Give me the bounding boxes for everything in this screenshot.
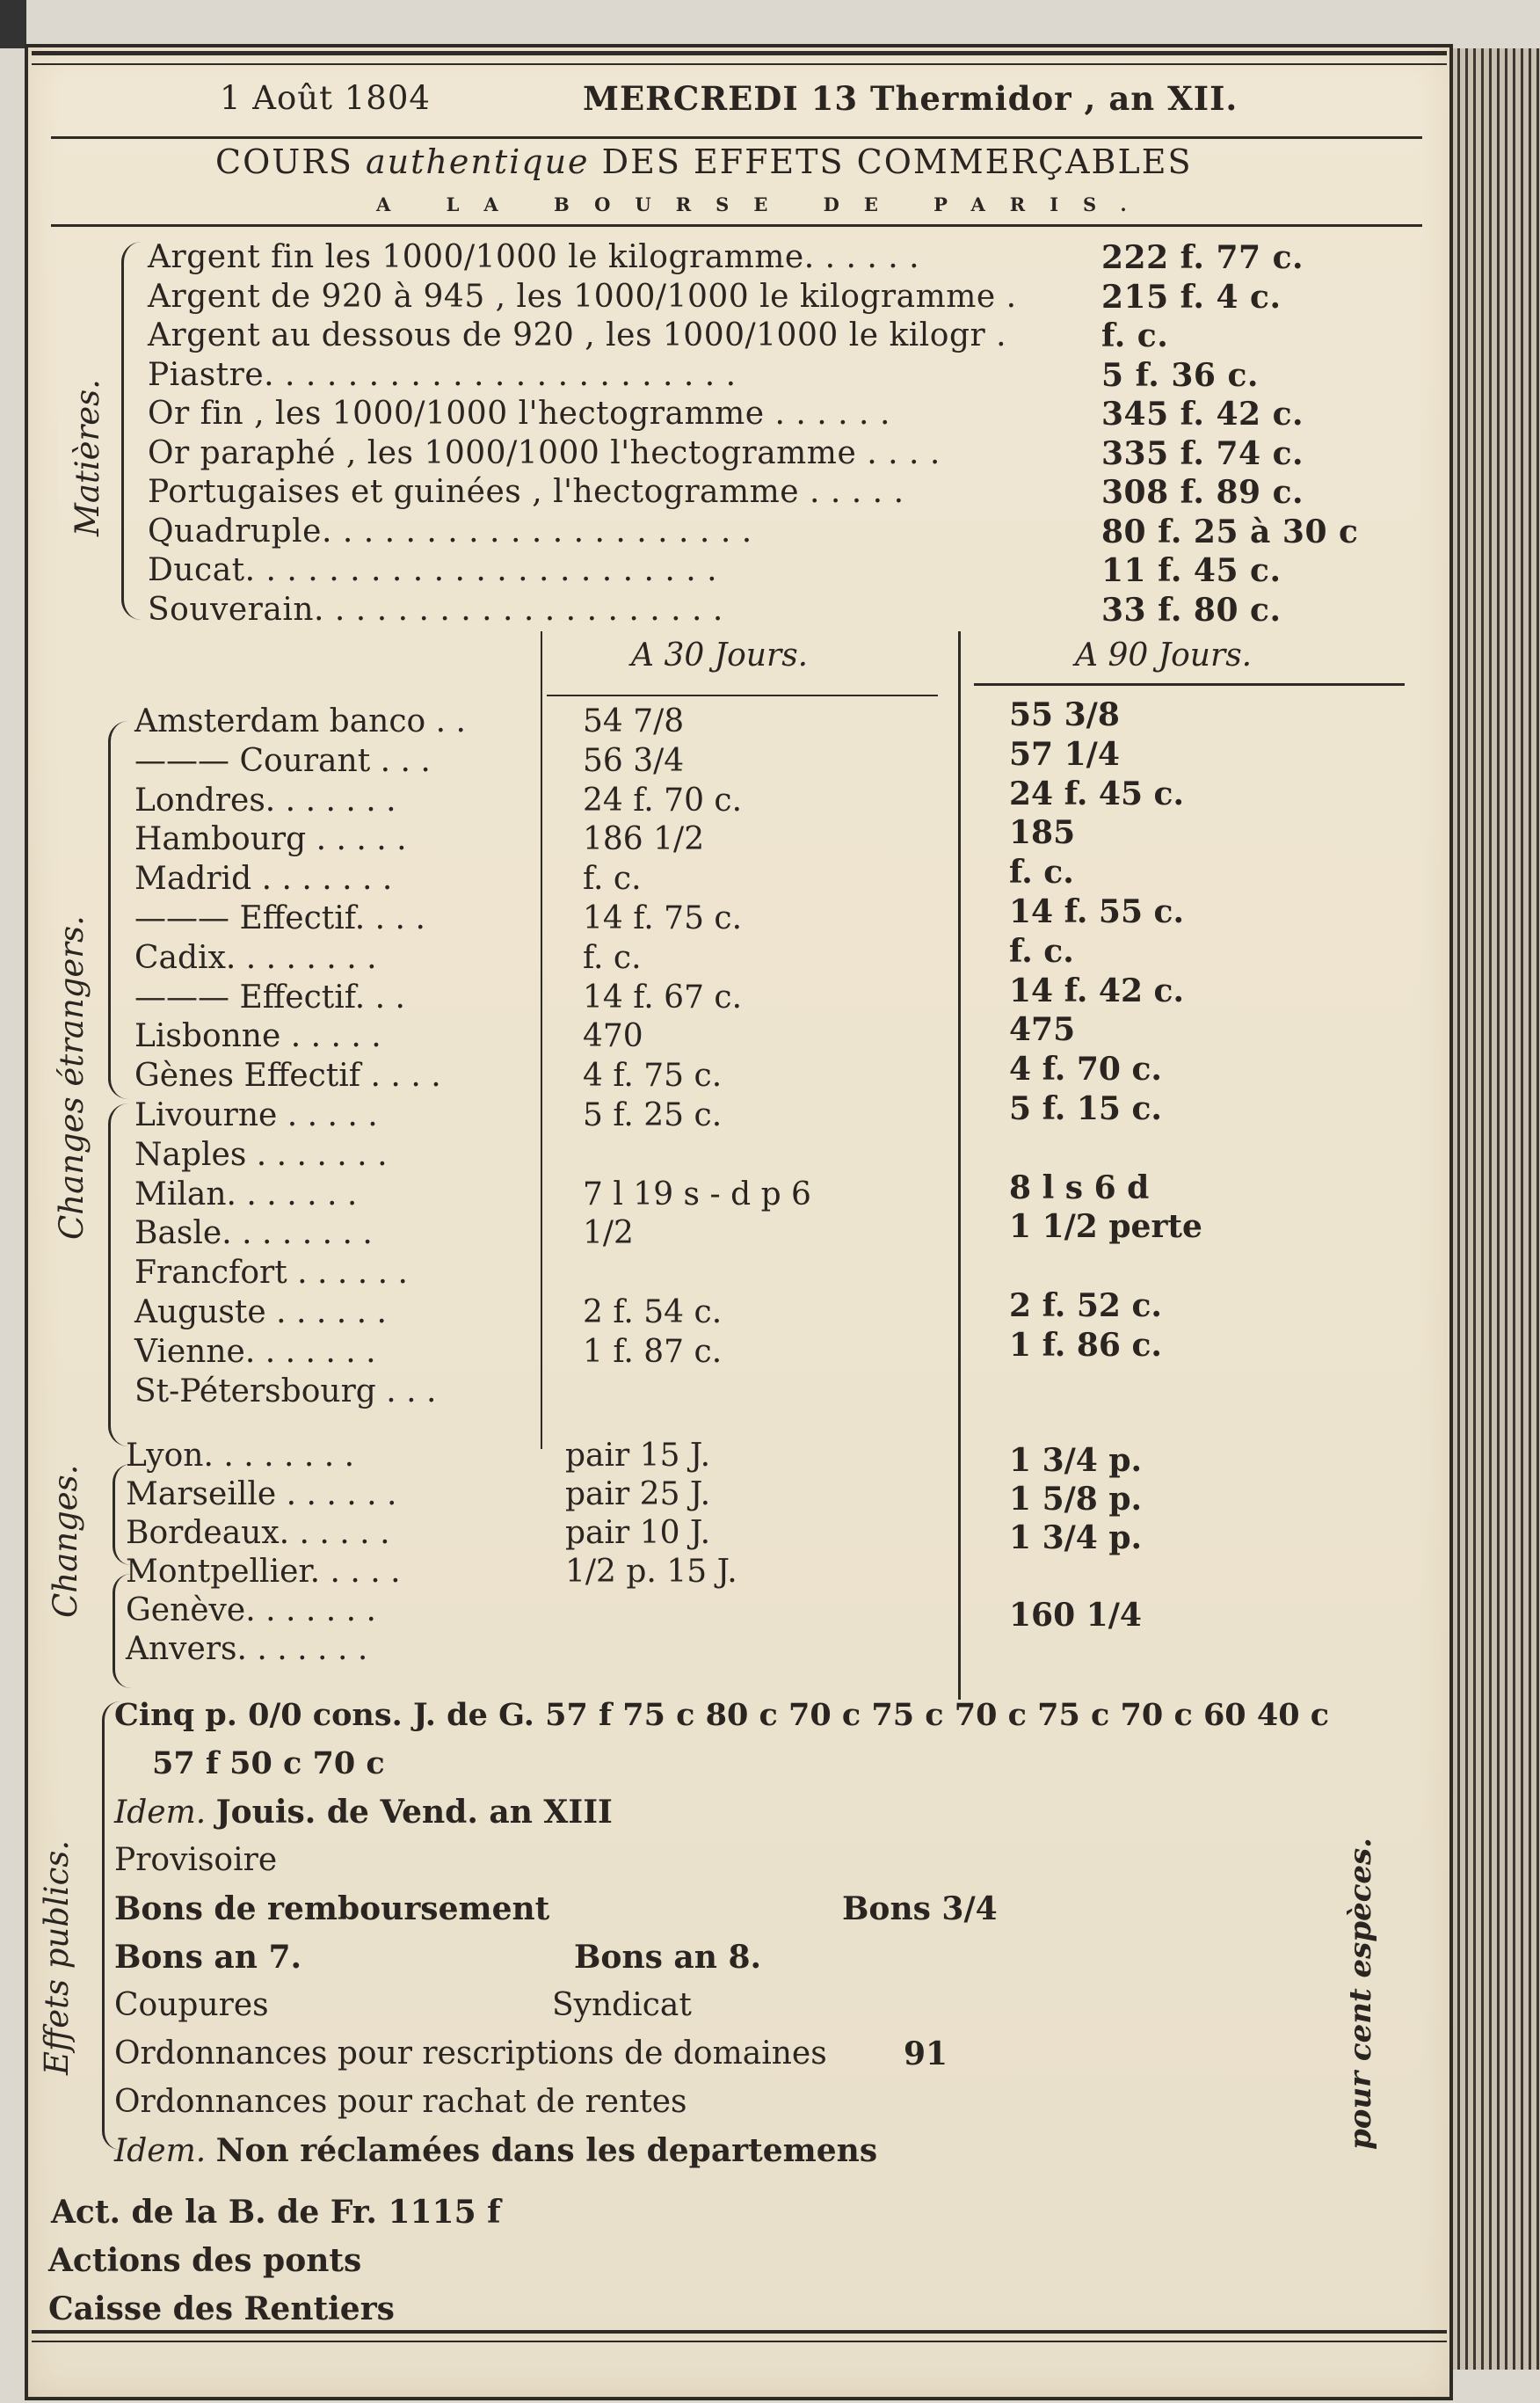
title-prefix: COURS <box>215 142 353 181</box>
matieres-row-value: 5 f. 36 c. <box>1101 356 1259 394</box>
coupures: Coupures <box>114 1987 269 2023</box>
matieres-row-value: 11 f. 45 c. <box>1101 552 1282 589</box>
changes-etrangers-90-jours: 475 <box>1009 1011 1076 1049</box>
changes-etrangers-90-jours: 5 f. 15 c. <box>1009 1090 1162 1127</box>
page <box>25 44 1453 2400</box>
syndicat: Syndicat <box>552 1987 692 2023</box>
changes-etrangers-30-jours: f. c. <box>583 939 642 976</box>
changes-etrangers-90-jours: f. c. <box>1009 854 1074 892</box>
actions-ponts: Actions des ponts <box>48 2242 362 2279</box>
section-label-changes-etrangers: Changes étrangers. <box>53 915 91 1240</box>
matieres-row-name: Argent au dessous de 920 , les 1000/1000 le kilogr . <box>148 317 1007 353</box>
section-label-effets-publics: Effets publics. <box>38 1839 76 2075</box>
header-date: 1 Août 1804 <box>220 79 431 117</box>
changes-etrangers-row-name: Livourne . . . . . <box>134 1097 378 1133</box>
act-banque: Act. de la B. de Fr. 1115 f <box>51 2194 501 2231</box>
col-header-90: A 90 Jours. <box>1075 637 1253 674</box>
title-rule <box>51 224 1422 227</box>
col-header-30: A 30 Jours. <box>631 637 809 674</box>
bons-3-4: Bons 3/4 <box>842 1890 998 1927</box>
side-label-especes: pour cent espèces. <box>1343 1837 1378 2150</box>
changes-etrangers-30-jours: 54 7/8 <box>583 703 685 739</box>
bottom-border-thin <box>32 2341 1447 2342</box>
cinq-pour-cent: Cinq p. 0/0 cons. J. de G. 57 f 75 c 80 c 70 c 75 c 70 c 75 c 70 c 60 40 c <box>114 1697 1330 1733</box>
cinq-pour-cent-2: 57 f 50 c 70 c <box>152 1745 385 1781</box>
matieres-row-name: Souverain. . . . . . . . . . . . . . . . . . . . <box>148 591 723 628</box>
matieres-row-value: 80 f. 25 à 30 c <box>1101 513 1359 550</box>
changes-etrangers-row-name: Amsterdam banco . . <box>134 703 466 739</box>
changes-etrangers-30-jours: 2 f. 54 c. <box>583 1294 723 1330</box>
changes-etrangers-row-name: Vienne. . . . . . . <box>134 1333 376 1370</box>
matieres-row-name: Portugaises et guinées , l'hectogramme . . . . . <box>148 474 904 510</box>
title-italic: authentique <box>366 142 590 181</box>
changes-row-name: Genève. . . . . . . <box>126 1592 376 1628</box>
provisoire: Provisoire <box>114 1842 278 1878</box>
ordonnances-domaines: Ordonnances pour rescriptions de domaines <box>114 2035 827 2072</box>
changes-etrangers-row-name: Hambourg . . . . . <box>134 821 407 858</box>
bottom-border <box>32 2330 1447 2334</box>
changes-etrangers-90-jours: 14 f. 55 c. <box>1009 893 1184 930</box>
changes-etrangers-30-jours: 14 f. 67 c. <box>583 979 743 1016</box>
changes-etrangers-row-name: ——— Courant . . . <box>134 742 431 779</box>
bons-remboursement: Bons de remboursement <box>114 1890 550 1927</box>
changes-etrangers-30-jours: 1 f. 87 c. <box>583 1333 723 1370</box>
changes-etrangers-row-name: ——— Effectif. . . . <box>134 900 425 936</box>
changes-etrangers-row-name: Madrid . . . . . . . <box>134 861 393 898</box>
idem-italic: Idem. <box>114 1795 207 1831</box>
changes-etrangers-30-jours: 24 f. 70 c. <box>583 782 743 819</box>
changes-etrangers-30-jours: 4 f. 75 c. <box>583 1058 723 1095</box>
col-rule-90 <box>974 683 1405 686</box>
changes-row-name: Bordeaux. . . . . . <box>126 1515 390 1551</box>
changes-etrangers-90-jours: 185 <box>1009 814 1076 852</box>
changes-etrangers-row-name: Milan. . . . . . . <box>134 1176 358 1212</box>
changes-etrangers-30-jours: 1/2 <box>583 1215 634 1252</box>
changes-row-name: Montpellier. . . . . <box>126 1554 401 1590</box>
changes-etrangers-row-name: Londres. . . . . . . <box>134 782 396 819</box>
changes-etrangers-90-jours: 1 1/2 perte <box>1009 1208 1202 1246</box>
changes-etrangers-row-name: ——— Effectif. . . <box>134 979 406 1016</box>
top-border-thin <box>32 63 1447 65</box>
col-rule-30 <box>547 695 938 696</box>
title-suffix: DES EFFETS COMMERÇABLES <box>601 142 1193 181</box>
changes-etrangers-row-name: St-Pétersbourg . . . <box>134 1373 437 1409</box>
changes-90-jours: 1 3/4 p. <box>1009 1442 1143 1479</box>
changes-90-jours: 1 5/8 p. <box>1009 1481 1143 1518</box>
idem-non-reclamees <box>114 2132 877 2169</box>
changes-etrangers-30-jours: 5 f. 25 c. <box>583 1097 723 1133</box>
changes-row-name: Marseille . . . . . . <box>126 1476 397 1512</box>
matieres-row-value: 335 f. 74 c. <box>1101 434 1304 472</box>
matieres-row-value: 215 f. 4 c. <box>1101 278 1282 316</box>
matieres-row-name: Quadruple. . . . . . . . . . . . . . . . . . . . . <box>148 513 752 550</box>
changes-etrangers-30-jours: 14 f. 75 c. <box>583 900 743 936</box>
changes-30-jours: pair 10 J. <box>565 1515 711 1551</box>
matieres-row-value: 345 f. 42 c. <box>1101 396 1304 433</box>
changes-etrangers-row-name: Gènes Effectif . . . . <box>134 1058 441 1095</box>
matieres-row-name: Or fin , les 1000/1000 l'hectogramme . . . . . . <box>148 396 890 432</box>
matieres-row-value: 33 f. 80 c. <box>1101 591 1282 629</box>
matieres-row-name: Piastre. . . . . . . . . . . . . . . . . . . . . . . <box>148 356 737 393</box>
ordonnances-rentes: Ordonnances pour rachat de rentes <box>114 2084 687 2120</box>
changes-etrangers-90-jours: 1 f. 86 c. <box>1009 1326 1162 1364</box>
changes-etrangers-90-jours: 4 f. 70 c. <box>1009 1051 1162 1089</box>
matieres-row-value: 222 f. 77 c. <box>1101 239 1304 276</box>
scan-corner <box>0 0 26 48</box>
changes-etrangers-row-name: Naples . . . . . . . <box>134 1136 388 1173</box>
changes-etrangers-90-jours: 57 1/4 <box>1009 735 1120 773</box>
changes-30-jours: pair 25 J. <box>565 1476 711 1512</box>
book-page-edges <box>1442 48 1540 2370</box>
section-label-matieres: Matières. <box>69 379 106 536</box>
changes-etrangers-90-jours: 8 l s 6 d <box>1009 1169 1150 1206</box>
changes-etrangers-90-jours: 55 3/8 <box>1009 696 1120 733</box>
top-border <box>32 51 1447 55</box>
header-rule <box>51 136 1422 139</box>
changes-etrangers-30-jours: 186 1/2 <box>583 821 705 858</box>
brace-etrangers-1 <box>108 721 128 1099</box>
changes-etrangers-row-name: Lisbonne . . . . . <box>134 1018 381 1055</box>
changes-etrangers-30-jours: f. c. <box>583 861 642 898</box>
changes-30-jours: pair 15 J. <box>565 1438 711 1474</box>
changes-90-jours: 1 3/4 p. <box>1009 1519 1143 1556</box>
changes-etrangers-row-name: Auguste . . . . . . <box>134 1294 387 1330</box>
matieres-row-name: Argent de 920 à 945 , les 1000/1000 le kilogramme . <box>148 278 1017 315</box>
bons-an-8: Bons an 8. <box>574 1939 762 1976</box>
changes-row-name: Lyon. . . . . . . . <box>126 1438 355 1474</box>
idem2-italic: Idem. <box>114 2133 207 2169</box>
changes-30-jours: 1/2 p. 15 J. <box>565 1554 737 1590</box>
changes-etrangers-90-jours: 2 f. 52 c. <box>1009 1287 1162 1324</box>
matieres-row-name: Or paraphé , les 1000/1000 l'hectogramme . . . . <box>148 434 941 471</box>
idem-jouissance <box>114 1794 613 1831</box>
caisse-rentiers: Caisse des Rentiers <box>48 2290 395 2327</box>
changes-row-name: Anvers. . . . . . . <box>126 1631 368 1667</box>
matieres-row-name: Argent fin les 1000/1000 le kilogramme. . . . . . <box>148 239 920 275</box>
section-label-changes: Changes. <box>47 1464 84 1618</box>
matieres-row-value: f. c. <box>1101 317 1169 354</box>
brace-etrangers-2 <box>108 1103 128 1446</box>
matieres-row-name: Ducat. . . . . . . . . . . . . . . . . . . . . . . <box>148 552 718 588</box>
bons-an-7: Bons an 7. <box>114 1939 302 1976</box>
changes-etrangers-30-jours: 56 3/4 <box>583 742 685 779</box>
changes-etrangers-90-jours: f. c. <box>1009 932 1074 970</box>
header-day: MERCREDI 13 Thermidor , an XII. <box>583 79 1239 118</box>
idem2-rest: Non réclamées dans les departemens <box>215 2132 878 2169</box>
changes-etrangers-row-name: Basle. . . . . . . . <box>134 1215 373 1252</box>
changes-etrangers-30-jours: 470 <box>583 1018 643 1055</box>
ordonnances-domaines-value: 91 <box>904 2035 948 2072</box>
matieres-row-value: 308 f. 89 c. <box>1101 474 1304 511</box>
changes-etrangers-row-name: Francfort . . . . . . <box>134 1255 408 1292</box>
col-divider-right <box>958 631 961 1700</box>
brace-matieres <box>121 242 142 620</box>
changes-90-jours: 160 1/4 <box>1009 1597 1142 1634</box>
changes-etrangers-90-jours: 24 f. 45 c. <box>1009 775 1184 812</box>
changes-etrangers-30-jours: 7 l 19 s - d p 6 <box>583 1176 811 1212</box>
col-divider-left <box>541 631 542 1449</box>
page-subtitle: A LA BOURSE DE PARIS. <box>376 193 1151 215</box>
changes-etrangers-90-jours: 14 f. 42 c. <box>1009 972 1184 1009</box>
page-title <box>215 142 1192 181</box>
changes-etrangers-row-name: Cadix. . . . . . . . <box>134 939 377 976</box>
idem-rest: Jouis. de Vend. an XIII <box>215 1794 613 1831</box>
